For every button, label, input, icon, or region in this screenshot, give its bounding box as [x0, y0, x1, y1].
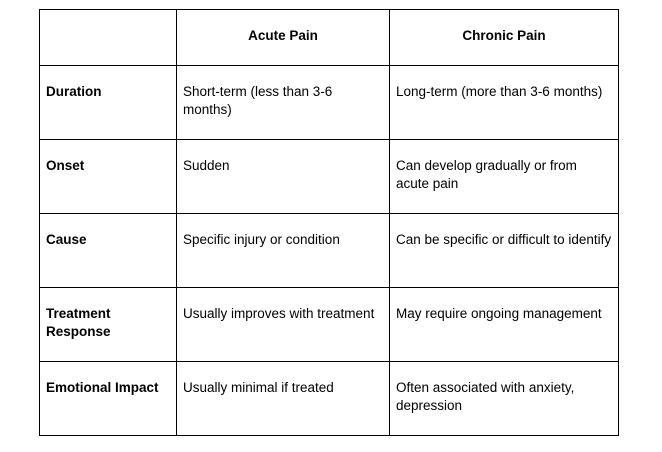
header-empty-cell — [40, 10, 177, 66]
acute-cell: Usually minimal if treated — [177, 362, 390, 436]
chronic-cell: Long-term (more than 3-6 months) — [390, 66, 619, 140]
header-chronic-pain: Chronic Pain — [390, 10, 619, 66]
table-row — [40, 214, 619, 288]
chronic-cell: Often associated with anxiety, depression — [390, 362, 619, 436]
acute-cell: Sudden — [177, 140, 390, 214]
table-row — [40, 66, 619, 140]
header-acute-pain: Acute Pain — [177, 10, 390, 66]
table-row — [40, 362, 619, 436]
comparison-table — [39, 9, 619, 436]
table-row — [40, 288, 619, 362]
row-label: Onset — [40, 140, 177, 214]
row-label: Cause — [40, 214, 177, 288]
acute-cell: Usually improves with treatment — [177, 288, 390, 362]
acute-cell: Specific injury or condition — [177, 214, 390, 288]
row-label: Emotional Impact — [40, 362, 177, 436]
chronic-cell: May require ongoing management — [390, 288, 619, 362]
table-header-row — [40, 10, 619, 66]
row-label: Treatment Response — [40, 288, 177, 362]
chronic-cell: Can be specific or difficult to identify — [390, 214, 619, 288]
chronic-cell: Can develop gradually or from acute pain — [390, 140, 619, 214]
table-row — [40, 140, 619, 214]
row-label: Duration — [40, 66, 177, 140]
acute-cell: Short-term (less than 3-6 months) — [177, 66, 390, 140]
